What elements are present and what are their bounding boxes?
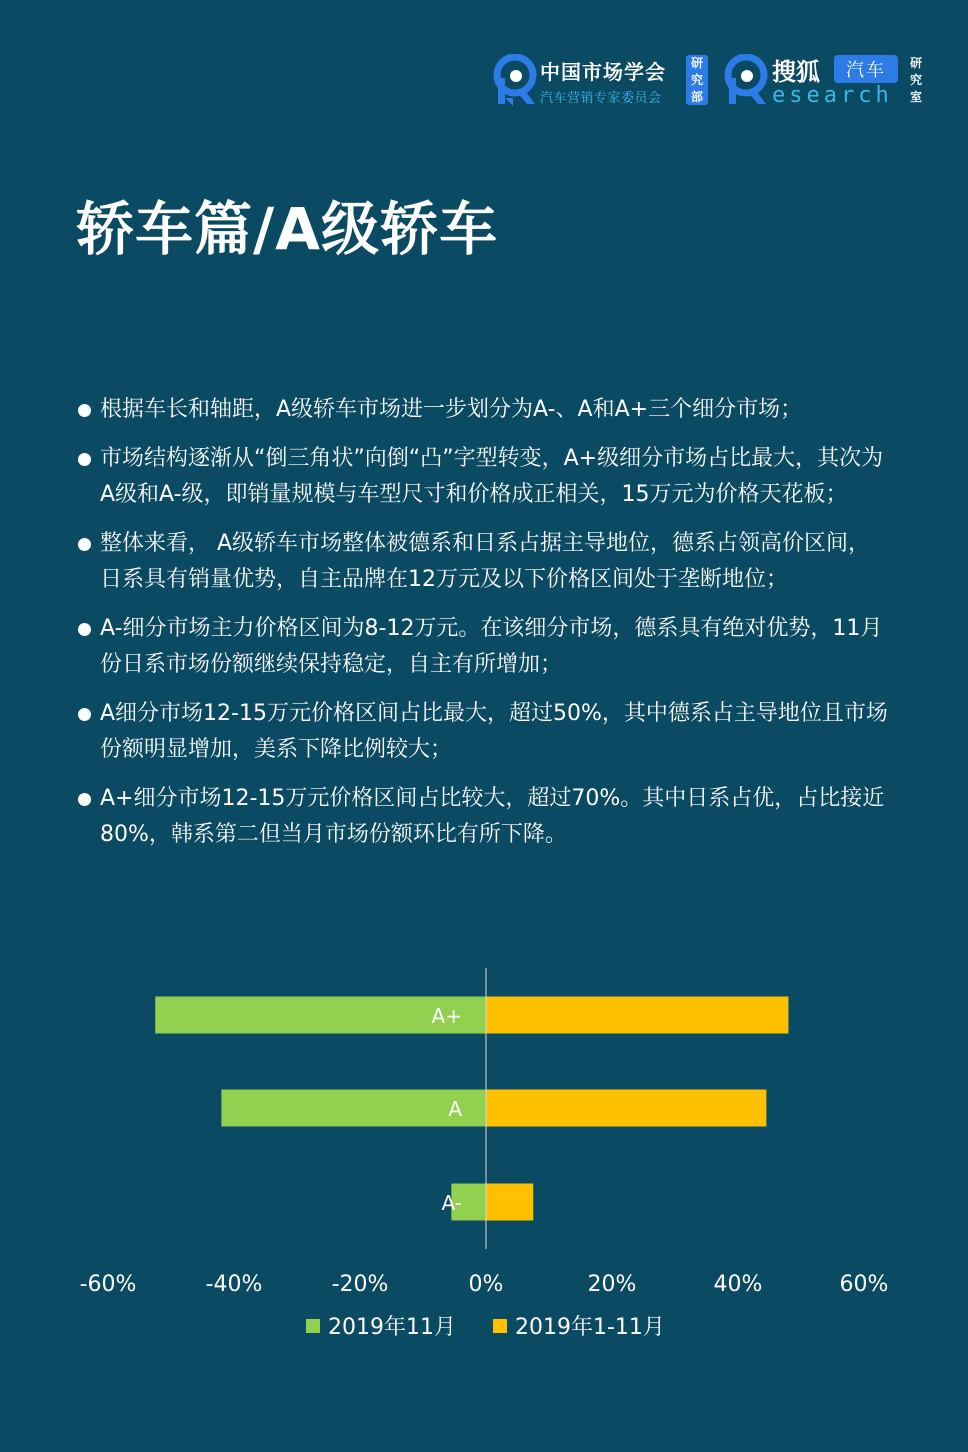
category-label: A xyxy=(448,1097,462,1121)
x-tick-label: 20% xyxy=(587,1272,637,1297)
category-label: A+ xyxy=(431,1004,462,1028)
logo2-title: 搜狐 xyxy=(772,58,820,86)
x-tick-label: -60% xyxy=(79,1272,137,1297)
research-logo-icon xyxy=(493,54,537,106)
logo1-badge xyxy=(686,55,708,105)
bar-ytd-A+ xyxy=(486,997,788,1034)
bullet-item xyxy=(76,526,888,598)
x-tick-label: 0% xyxy=(468,1272,504,1297)
bullet-text: A-细分市场主力价格区间为8-12万元。在该细分市场，德系具有绝对优势，11月份日系市场份额继续保持稳定，自主有所增加； xyxy=(100,616,883,677)
bullet-text: 根据车长和轴距，A级轿车市场进一步划分为A-、A和A+三个细分市场； xyxy=(100,397,803,422)
x-tick-label: -40% xyxy=(205,1272,263,1297)
logo2-badge xyxy=(905,55,927,105)
bar-ytd-A- xyxy=(486,1184,533,1221)
bullet-item xyxy=(76,441,888,513)
logo1-badge-char: 研 xyxy=(690,56,703,71)
bullet-list xyxy=(76,392,888,866)
bullet-text: A+细分市场12-15万元价格区间占比较大，超过70%。其中日系占优，占比接近80%，韩系第二但当月市场份额环比有所下降。 xyxy=(100,786,885,847)
logo1-badge-char: 部 xyxy=(690,89,703,104)
logo2-tag: 汽车 xyxy=(834,55,898,83)
bullet-dot-icon xyxy=(78,538,91,551)
x-tick-label: 60% xyxy=(839,1272,889,1297)
bullet-dot-icon xyxy=(78,793,91,806)
logo2-badge-char: 室 xyxy=(909,89,922,104)
chart-svg xyxy=(0,955,968,1355)
bullet-item xyxy=(76,696,888,768)
legend-label: 2019年1-11月 xyxy=(515,1315,665,1340)
legend-swatch xyxy=(306,1319,320,1333)
bar-ytd-A xyxy=(486,1090,766,1127)
page-title: 轿车篇/A级轿车 xyxy=(76,195,499,263)
bullet-dot-icon xyxy=(78,623,91,636)
category-label: A- xyxy=(441,1191,462,1215)
bullet-item xyxy=(76,392,888,428)
legend-label: 2019年11月 xyxy=(328,1315,456,1340)
logo1-title: 中国市场学会 xyxy=(540,60,666,84)
bullet-item xyxy=(76,611,888,683)
bullet-dot-icon xyxy=(78,453,91,466)
header-logos xyxy=(0,50,968,110)
logo1-badge-char: 究 xyxy=(690,72,703,87)
bar-nov-A xyxy=(221,1090,486,1127)
x-tick-label: 40% xyxy=(713,1272,763,1297)
bullet-item xyxy=(76,781,888,853)
sohu-research-logo-icon xyxy=(724,54,768,106)
logo2-subtitle: esearch xyxy=(772,83,893,108)
logo2-badge-char: 究 xyxy=(909,72,922,87)
bullet-dot-icon xyxy=(78,708,91,721)
legend-swatch xyxy=(493,1319,507,1333)
bullet-text: 市场结构逐渐从“倒三角状”向倒“凸”字型转变，A+级细分市场占比最大，其次为A级和A-级，即销量规模与车型尺寸和价格成正相关，15万元为价格天花板； xyxy=(100,446,884,507)
logo1-subtitle: 汽车营销专家委员会 xyxy=(540,91,662,106)
diverging-bar-chart xyxy=(0,955,968,1355)
logo2-badge-char: 研 xyxy=(909,56,922,71)
x-tick-label: -20% xyxy=(331,1272,389,1297)
bullet-text: 整体来看， A级轿车市场整体被德系和日系占据主导地位，德系占领高价区间，日系具有销量优势，自主品牌在12万元及以下价格区间处于垄断地位； xyxy=(100,531,871,592)
bullet-text: A细分市场12-15万元价格区间占比最大，超过50%，其中德系占主导地位且市场份额明显增加，美系下降比例较大； xyxy=(100,701,888,762)
bullet-dot-icon xyxy=(78,404,91,417)
